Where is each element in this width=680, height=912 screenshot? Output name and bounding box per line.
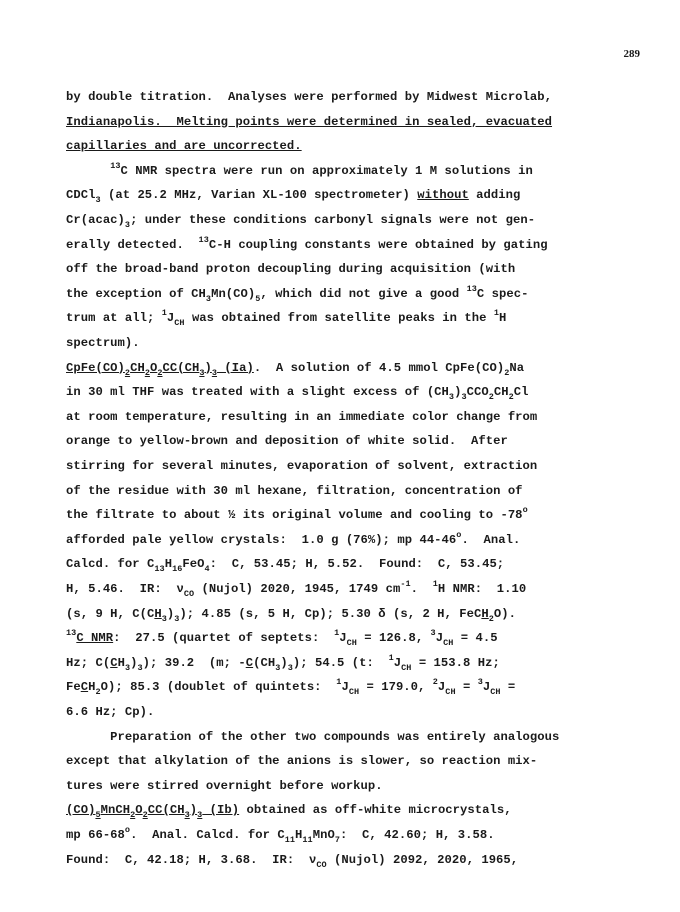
text-segment: ); 39.2 (m; - bbox=[142, 655, 246, 670]
text-line bbox=[66, 139, 302, 153]
text-segment: CO bbox=[316, 859, 327, 870]
text-segment: 3 bbox=[137, 662, 143, 673]
text-segment: 7 bbox=[334, 835, 340, 845]
text-segment: CDCl bbox=[66, 188, 96, 203]
text-segment: 13 bbox=[466, 283, 477, 294]
text-line bbox=[66, 652, 500, 673]
text-segment: . bbox=[410, 582, 433, 596]
text-segment: without bbox=[417, 188, 469, 203]
text-line bbox=[66, 115, 552, 129]
text-segment: . A solution of 4.5 mmol CpFe(CO) bbox=[253, 360, 505, 375]
text-segment: C-H coupling constants were obtained by gating bbox=[208, 237, 548, 252]
text-segment: 1 bbox=[432, 579, 438, 589]
text-segment: 2 bbox=[432, 677, 438, 688]
text-segment bbox=[66, 164, 110, 178]
text-segment: , which did not give a good bbox=[260, 286, 467, 301]
text-line bbox=[66, 803, 512, 821]
text-segment: the filtrate to about ½ its original volume and cooling to -78 bbox=[66, 508, 523, 523]
text-segment: tures were stirred overnight before workup. bbox=[66, 778, 383, 793]
text-segment: J bbox=[482, 680, 491, 695]
text-segment: . Anal. Calcd. for C bbox=[130, 828, 285, 842]
text-segment: (s, 9 H, C(C bbox=[66, 606, 155, 621]
text-segment: 2 bbox=[124, 367, 131, 378]
text-segment: O); 85.3 (doublet of quintets: bbox=[100, 680, 337, 695]
text-segment: 3 bbox=[461, 392, 467, 403]
text-segment: = 179.0, bbox=[359, 680, 433, 695]
text-segment: H bbox=[117, 655, 125, 670]
text-segment: H bbox=[164, 557, 173, 572]
text-segment: ) bbox=[189, 803, 198, 818]
text-segment: O bbox=[135, 803, 143, 818]
text-segment: Fe bbox=[66, 680, 81, 695]
text-segment: = 4.5 bbox=[453, 631, 498, 646]
text-segment: 1 bbox=[161, 308, 167, 319]
text-line bbox=[66, 336, 140, 350]
text-segment: 13 bbox=[66, 628, 77, 639]
text-line bbox=[66, 779, 383, 793]
text-segment: H bbox=[481, 606, 489, 621]
text-line bbox=[66, 705, 154, 719]
text-segment: H bbox=[499, 311, 507, 326]
text-segment: the exception of CH bbox=[66, 286, 206, 301]
text-segment: 3 bbox=[275, 662, 281, 673]
text-segment: H NMR: 1.10 bbox=[437, 582, 527, 596]
text-segment: 3 bbox=[184, 810, 190, 821]
text-segment: Cl bbox=[513, 385, 529, 400]
text-segment: spectrum). bbox=[66, 336, 140, 350]
text-segment: Melting points were determined in sealed, evacuated bbox=[176, 114, 553, 129]
text-line bbox=[66, 410, 537, 424]
page-number: 289 bbox=[623, 48, 640, 60]
text-segment: ); 4.85 (s, 5 H, Cp); 5.30 δ (s, 2 H, FeC bbox=[179, 606, 482, 621]
text-segment: 3 bbox=[205, 293, 212, 304]
text-segment: 3 bbox=[477, 677, 483, 688]
text-segment: ); 54.5 (t: bbox=[292, 655, 389, 670]
text-line bbox=[66, 160, 533, 178]
text-line bbox=[66, 213, 536, 230]
text-line bbox=[66, 308, 507, 329]
text-segment: C bbox=[245, 655, 254, 670]
text-segment: 1 bbox=[336, 677, 342, 688]
text-segment: J bbox=[339, 631, 347, 646]
text-segment: CpFe(CO) bbox=[66, 360, 125, 375]
text-line bbox=[66, 606, 516, 624]
text-segment: CH bbox=[401, 662, 412, 673]
text-segment: 3 bbox=[95, 195, 101, 206]
text-segment: 3 bbox=[124, 220, 131, 230]
text-segment: was obtained from satellite peaks in the bbox=[184, 311, 494, 326]
text-segment: o bbox=[456, 529, 462, 540]
text-segment: ) bbox=[130, 655, 138, 670]
text-segment: (at 25.2 MHz, Varian XL-100 spectrometer) bbox=[100, 188, 418, 203]
text-segment: CO bbox=[183, 589, 195, 599]
text-segment: CCO bbox=[466, 385, 489, 400]
text-line bbox=[66, 385, 529, 403]
text-segment: 3 bbox=[287, 662, 293, 673]
text-segment: Preparation of the other two compounds was entirely analogous bbox=[66, 729, 560, 744]
text-segment: 3 bbox=[199, 367, 205, 378]
text-line bbox=[66, 262, 515, 276]
text-segment: CH bbox=[346, 638, 357, 649]
text-segment: 16 bbox=[172, 564, 183, 575]
text-segment: ) bbox=[166, 606, 175, 621]
text-segment: Hz; C( bbox=[66, 655, 111, 670]
text-segment: 3 bbox=[124, 662, 131, 673]
text-segment: 13 bbox=[110, 160, 121, 171]
text-segment: (Nujol) 2092, 2020, 1965, bbox=[326, 852, 519, 867]
text-segment: CH bbox=[130, 360, 145, 375]
text-segment: H bbox=[295, 828, 303, 842]
text-segment: 2 bbox=[142, 810, 148, 821]
text-segment: 3 bbox=[448, 392, 455, 403]
text-segment: = 153.8 Hz; bbox=[411, 655, 500, 670]
text-line bbox=[66, 852, 519, 870]
text-segment: 13 bbox=[154, 564, 165, 575]
text-segment: ) bbox=[454, 385, 462, 400]
text-line bbox=[66, 484, 523, 498]
text-segment: trum at all; bbox=[66, 311, 162, 326]
text-segment: o bbox=[124, 825, 131, 835]
text-segment: : 27.5 (quartet of septets: bbox=[113, 631, 335, 646]
text-segment: (Nujol) 2020, 1945, 1749 cm bbox=[194, 582, 401, 596]
text-segment: = bbox=[455, 680, 478, 695]
text-segment: off the broad-band proton decoupling during acquisition (with bbox=[66, 262, 516, 277]
text-segment: obtained as off-white microcrystals, bbox=[239, 803, 512, 818]
text-segment: O bbox=[149, 360, 158, 375]
text-segment: 2 bbox=[488, 392, 494, 403]
text-segment: CH bbox=[490, 687, 501, 698]
text-segment: : C, 53.45; H, 5.52. Found: C, 53.45; bbox=[209, 557, 505, 572]
text-segment: H bbox=[88, 680, 96, 695]
text-segment: C bbox=[110, 655, 118, 670]
text-line bbox=[66, 234, 548, 252]
text-segment: capillaries and are uncorrected. bbox=[66, 139, 302, 154]
text-segment: MnCH bbox=[100, 803, 131, 818]
text-segment: Cr(acac) bbox=[66, 213, 125, 227]
text-line bbox=[66, 628, 498, 649]
text-segment: except that alkylation of the anions is slower, so reaction mix- bbox=[66, 754, 538, 769]
text-segment: J bbox=[166, 311, 175, 326]
text-line bbox=[66, 188, 521, 206]
text-segment: CC(CH bbox=[147, 803, 185, 818]
text-segment: 3 bbox=[430, 628, 436, 639]
text-segment: orange to yellow-brown and deposition of white solid. After bbox=[66, 434, 508, 449]
text-segment: Na bbox=[509, 360, 525, 375]
text-segment: 4 bbox=[204, 564, 210, 575]
text-segment: 11 bbox=[302, 835, 313, 845]
text-line bbox=[66, 360, 525, 378]
text-line bbox=[66, 825, 495, 845]
text-segment: : C, 42.60; H, 3.58. bbox=[339, 828, 495, 842]
text-segment: H bbox=[154, 606, 162, 621]
text-segment: at room temperature, resulting in an immediate color change from bbox=[66, 409, 538, 424]
text-segment: erally detected. bbox=[66, 237, 199, 252]
text-segment: CH bbox=[445, 687, 456, 698]
text-segment: in 30 ml THF was treated with a slight excess of (CH bbox=[66, 385, 449, 400]
text-segment: ) bbox=[280, 655, 288, 670]
text-segment: Found: C, 42.18; H, 3.68. IR: ν bbox=[66, 852, 317, 867]
text-segment: (CO) bbox=[66, 803, 96, 818]
text-segment: J bbox=[341, 680, 349, 695]
text-segment: 1 bbox=[388, 652, 394, 663]
text-segment: o bbox=[522, 505, 528, 516]
text-line bbox=[66, 90, 552, 104]
text-segment: ) bbox=[204, 360, 212, 375]
text-segment: CH bbox=[493, 385, 509, 400]
text-segment: 2 bbox=[488, 613, 494, 624]
text-line bbox=[66, 730, 559, 744]
text-segment: 2 bbox=[130, 810, 136, 821]
text-segment: mp 66-68 bbox=[66, 828, 125, 842]
text-segment: ; under these conditions carbonyl signals were not gen- bbox=[130, 213, 536, 227]
text-segment: 5 bbox=[95, 810, 101, 821]
text-segment: O). bbox=[493, 606, 516, 621]
text-line bbox=[66, 677, 516, 698]
text-segment: 2 bbox=[508, 392, 514, 403]
text-segment: C NMR bbox=[76, 631, 114, 646]
text-segment: CH bbox=[443, 638, 454, 649]
text-segment: by double titration. Analyses were performed by Midwest Microlab, bbox=[66, 90, 553, 104]
text-segment: Calcd. for C bbox=[66, 557, 155, 572]
text-segment: 3 bbox=[197, 810, 203, 821]
text-segment: 1 bbox=[493, 308, 500, 319]
text-line bbox=[66, 529, 521, 547]
text-segment: MnO bbox=[312, 828, 335, 842]
text-segment: 6.6 Hz; Cp). bbox=[66, 705, 155, 719]
text-segment: J bbox=[435, 631, 444, 646]
text-segment: afforded pale yellow crystals: 1.0 g (76%); mp 44-46 bbox=[66, 532, 457, 547]
text-segment: (Ib) bbox=[202, 803, 240, 818]
text-segment: 3 bbox=[174, 613, 180, 624]
text-segment: 1 bbox=[334, 628, 340, 639]
text-line bbox=[66, 754, 537, 768]
text-segment: 2 bbox=[157, 367, 163, 378]
text-segment: 13 bbox=[198, 234, 209, 245]
text-segment: (Ia) bbox=[217, 360, 254, 375]
text-segment: Indianapolis. bbox=[66, 114, 177, 129]
text-segment: (CH bbox=[253, 655, 276, 670]
text-segment: C bbox=[80, 680, 89, 695]
text-line bbox=[66, 505, 528, 523]
text-segment: J bbox=[437, 680, 446, 695]
text-segment: 3 bbox=[211, 367, 218, 378]
text-segment: 5 bbox=[255, 293, 261, 304]
text-line bbox=[66, 434, 508, 448]
text-segment: 3 bbox=[161, 613, 167, 624]
text-segment: CC(CH bbox=[162, 360, 200, 375]
text-segment: CH bbox=[348, 687, 360, 698]
text-segment: 2 bbox=[95, 687, 101, 698]
text-segment: 2 bbox=[504, 367, 510, 378]
text-segment: = 126.8, bbox=[356, 631, 431, 646]
text-segment: = bbox=[500, 680, 516, 695]
text-segment: CH bbox=[174, 318, 185, 329]
text-line bbox=[66, 283, 529, 304]
text-segment: 2 bbox=[144, 367, 150, 378]
text-segment: H, 5.46. IR: ν bbox=[66, 582, 184, 596]
text-segment: of the residue with 30 ml hexane, filtration, concentration of bbox=[66, 483, 523, 498]
text-segment: J bbox=[393, 655, 402, 670]
text-segment: FeO bbox=[182, 557, 205, 572]
text-line bbox=[66, 557, 505, 575]
text-segment: C NMR spectra were run on approximately 1 M solutions in bbox=[120, 163, 533, 178]
text-line bbox=[66, 459, 537, 473]
text-segment: adding bbox=[468, 188, 521, 203]
text-segment: 11 bbox=[284, 835, 296, 845]
text-segment: stirring for several minutes, evaporation of solvent, extraction bbox=[66, 459, 538, 473]
text-segment: . Anal. bbox=[461, 532, 521, 547]
text-segment: -1 bbox=[400, 579, 411, 589]
text-line bbox=[66, 579, 527, 599]
text-segment: C spec- bbox=[476, 286, 529, 301]
text-segment: Mn(CO) bbox=[211, 286, 256, 301]
